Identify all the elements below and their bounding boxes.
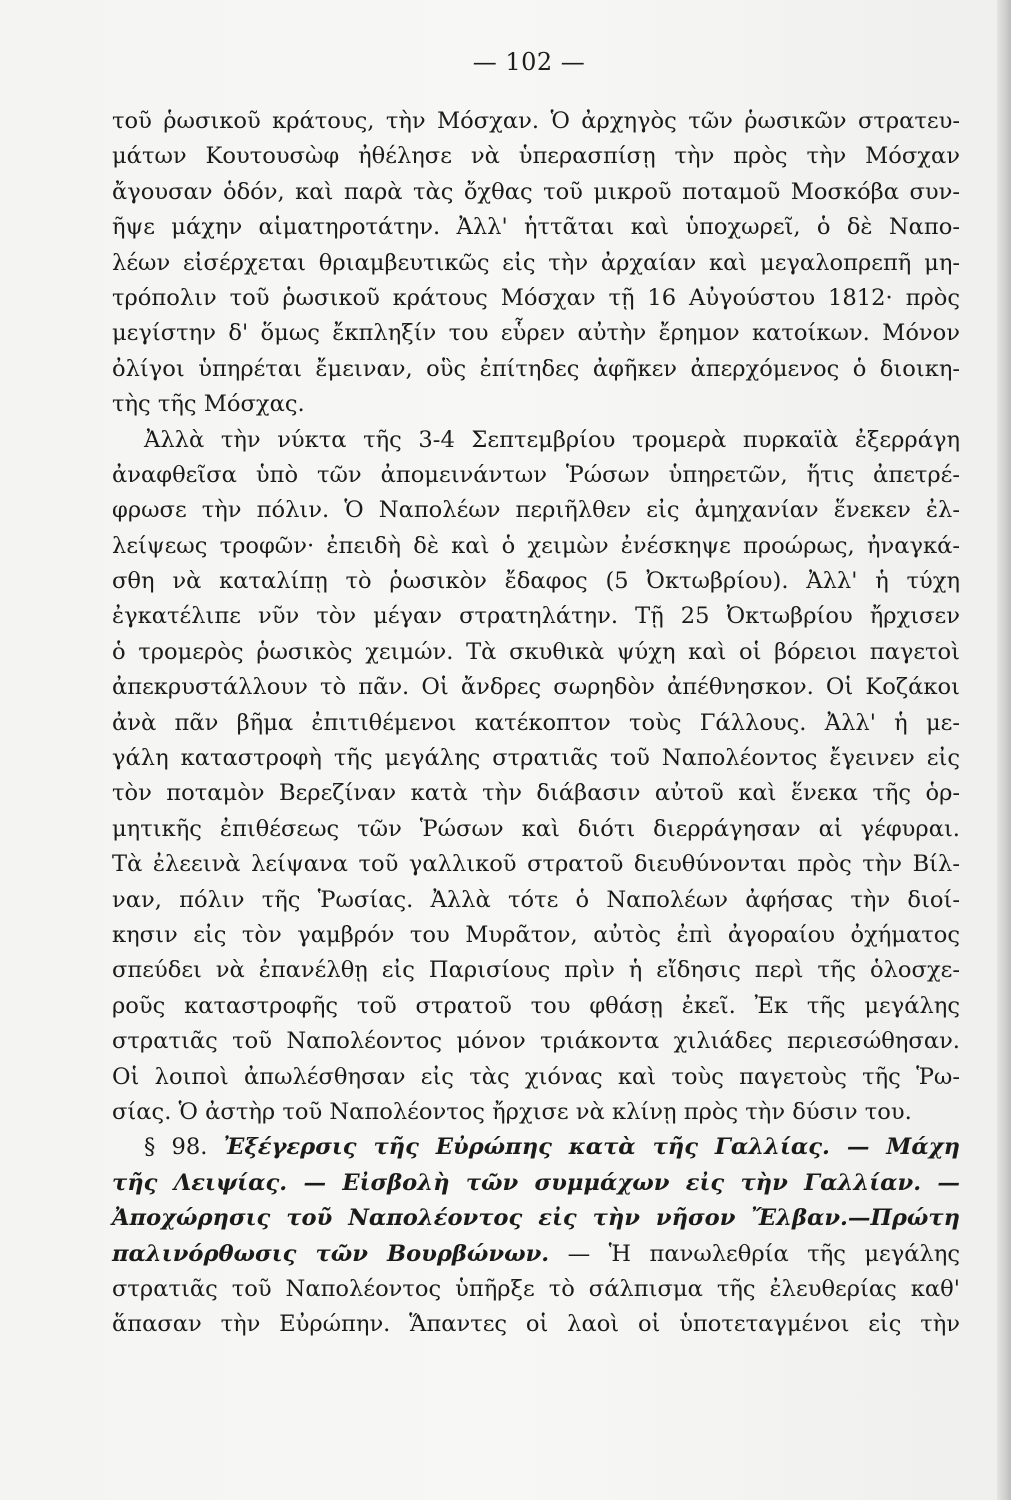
text-line: ὀλίγοι ὑπηρέται ἔμειναν, οὓς ἐπίτηδες ἀφῆκεν ἀπερχόμενος ὁ διοικη- — [112, 355, 960, 382]
text-line: μάτων Κουτουσὼφ ἠθέλησε νὰ ὑπερασπίσῃ τὴν πρὸς τὴν Μόσχαν — [112, 143, 960, 170]
page-body — [112, 104, 960, 1343]
text-line: ροῦς καταστροφῆς τοῦ στρατοῦ του φθάσῃ ἐκεῖ. Ἐκ τῆς μεγάλης — [112, 992, 960, 1019]
text-line: ἀνὰ πᾶν βῆμα ἐπιτιθέμενοι κατέκοπτον τοὺς Γάλλους. Ἀλλ' ἡ με- — [112, 709, 960, 736]
text-line: τρόπολιν τοῦ ῥωσικοῦ κράτους Μόσχαν τῇ 16 Αὐγούστου 1812· πρὸς — [112, 284, 960, 311]
text-line: μεγίστην δ' ὅμως ἔκπληξίν του εὗρεν αὐτὴν ἔρημον κατοίκων. Μόνον — [112, 320, 960, 347]
text-line: φρωσε τὴν πόλιν. Ὁ Ναπολέων περιῆλθεν εἰς ἀμηχανίαν ἕνεκεν ἐλ- — [112, 497, 960, 524]
text-line: μητικῆς ἐπιθέσεως τῶν Ῥώσων καὶ διότι διερράγησαν αἱ γέφυραι. — [112, 815, 960, 842]
text-line: γάλη καταστροφὴ τῆς μεγάλης στρατιᾶς τοῦ Ναπολέοντος ἔγεινεν εἰς — [112, 745, 960, 772]
text-line: Ἀλλὰ τὴν νύκτα τῆς 3-4 Σεπτεμβρίου τρομερὰ πυρκαϊὰ ἐξερράγη — [144, 426, 960, 453]
section-heading-text: Ἐξέγερσις τῆς Εὐρώπης κατὰ τῆς Γαλλίας. — Μάχη — [223, 1134, 960, 1161]
text-line: ἄγουσαν ὁδόν, καὶ παρὰ τὰς ὄχθας τοῦ μικροῦ ποταμοῦ Μοσκόβα συν- — [112, 178, 960, 205]
text-line: λείψεως τροφῶν· ἐπειδὴ δὲ καὶ ὁ χειμὼν ἐνέσκηψε προώρως, ἠναγκά- — [112, 532, 960, 559]
text-line: ὁ τρομερὸς ῥωσικὸς χειμών. Τὰ σκυθικὰ ψύχη καὶ οἱ βόρειοι παγετοὶ — [112, 638, 960, 665]
text-line: στρατιᾶς τοῦ Ναπολέοντος μόνον τριάκοντα χιλιάδες περιεσώθησαν. — [112, 1028, 960, 1055]
text-line: σίας. Ὁ ἀστὴρ τοῦ Ναπολέοντος ἤρχισε νὰ κλίνῃ πρὸς τὴν δύσιν του. — [112, 1098, 912, 1125]
section-heading-line: τῆς Λειψίας. — Εἰσβολὴ τῶν συμμάχων εἰς τὴν Γαλλίαν. — — [112, 1169, 960, 1196]
text-line: ἐγκατέλιπε νῦν τὸν μέγαν στρατηλάτην. Τῇ 25 Ὀκτωβρίου ἤρχισεν — [112, 603, 960, 630]
text-line: σπεύδει νὰ ἐπανέλθῃ εἰς Παρισίους πρὶν ἡ εἴδησις περὶ τῆς ὁλοσχε- — [112, 957, 960, 984]
section-heading-line — [112, 1237, 960, 1272]
section-heading-line: Ἀποχώρησις τοῦ Ναπολέοντος εἰς τὴν νῆσον Ἔλβαν.—Πρώτη — [112, 1205, 960, 1232]
text-line: ἀπεκρυστάλλουν τὸ πᾶν. Οἱ ἄνδρες σωρηδὸν ἀπέθνησκον. Οἱ Κοζάκοι — [112, 674, 960, 701]
section-heading-text: παλινόρθωσις τῶν Βουρβώνων. — [112, 1240, 550, 1267]
text-line: τοῦ ῥωσικοῦ κράτους, τὴν Μόσχαν. Ὁ ἀρχηγὸς τῶν ῥωσικῶν στρατευ- — [112, 108, 960, 134]
text-line: Οἱ λοιποὶ ἀπωλέσθησαν εἰς τὰς χιόνας καὶ τοὺς παγετοὺς τῆς Ῥω- — [112, 1063, 960, 1090]
text-line: στρατιᾶς τοῦ Ναπολέοντος ὑπῆρξε τὸ σάλπισμα τῆς ἐλευθερίας καθ' — [112, 1275, 960, 1302]
section-body-start: — Ἡ πανωλεθρία τῆς μεγάλης — [567, 1240, 960, 1267]
text-line: σθη νὰ καταλίπῃ τὸ ῥωσικὸν ἔδαφος (5 Ὀκτωβρίου). Ἀλλ' ἡ τύχη — [112, 568, 960, 595]
section-heading-line — [112, 1130, 960, 1165]
text-line: ναν, πόλιν τῆς Ῥωσίας. Ἀλλὰ τότε ὁ Ναπολέων ἀφήσας τὴν διοί- — [112, 886, 960, 913]
text-line: ἅπασαν τὴν Εὐρώπην. Ἅπαντες οἱ λαοὶ οἱ ὑποτεταγμένοι εἰς τὴν — [112, 1311, 960, 1338]
page-number: — 102 — — [472, 48, 586, 76]
text-line: λέων εἰσέρχεται θριαμβευτικῶς εἰς τὴν ἀρχαίαν καὶ μεγαλοπρεπῆ μη- — [112, 249, 960, 276]
text-line: τὴς τῆς Μόσχας. — [112, 391, 305, 418]
text-line: ῆψε μάχην αἱματηροτάτην. Ἀλλ' ἡττᾶται καὶ ὑποχωρεῖ, ὁ δὲ Ναπο- — [112, 214, 960, 241]
text-line: τὸν ποταμὸν Βερεζίναν κατὰ τὴν διάβασιν αὐτοῦ καὶ ἕνεκα τῆς ὁρ- — [112, 780, 960, 807]
text-line: Τὰ ἐλεεινὰ λείψανα τοῦ γαλλικοῦ στρατοῦ διευθύνονται πρὸς τὴν Βίλ- — [112, 851, 960, 878]
text-line: κησιν εἰς τὸν γαμβρόν του Μυρᾶτον, αὐτὸς ἐπὶ ἀγοραίου ὀχήματος — [112, 921, 960, 948]
section-mark: § 98. — [144, 1134, 208, 1161]
page-edge-shadow — [997, 0, 1011, 1500]
text-line: ἀναφθεῖσα ὑπὸ τῶν ἀπομεινάντων Ῥώσων ὑπηρετῶν, ἥτις ἀπετρέ- — [112, 461, 960, 488]
